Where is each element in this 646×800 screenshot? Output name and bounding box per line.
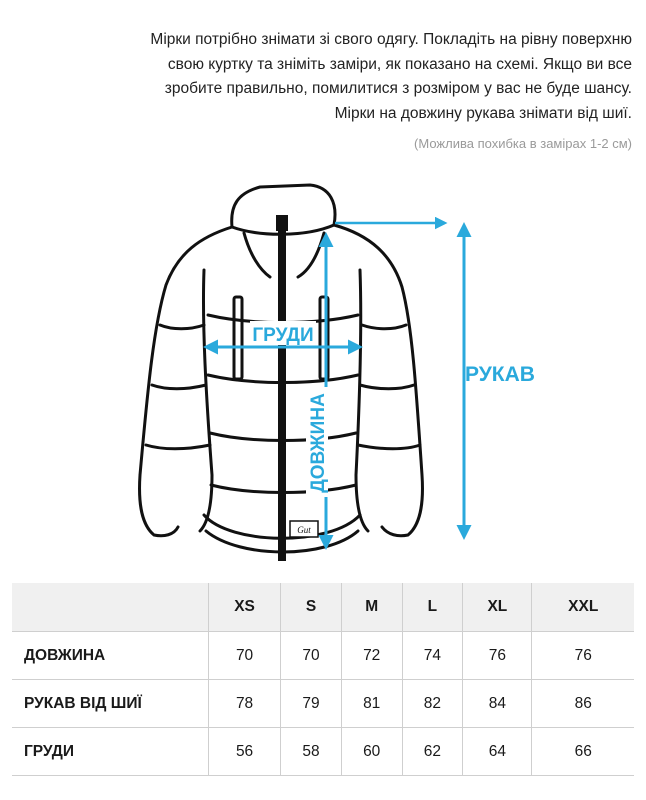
table-cell: 66 — [532, 728, 634, 776]
row-label: ДОВЖИНА — [12, 632, 209, 680]
row-label: ГРУДИ — [12, 728, 209, 776]
table-cell: 74 — [402, 632, 463, 680]
length-measurement — [306, 235, 329, 547]
table-cell: 81 — [341, 680, 402, 728]
table-header-row — [12, 583, 634, 632]
table-cell: 78 — [209, 680, 281, 728]
instruction-line: Мірки потрібно знімати зі свого одягу. Покладіть на рівну поверхню — [150, 31, 632, 48]
header-size-xs: XS — [209, 583, 281, 632]
table-cell: 58 — [281, 728, 342, 776]
header-corner-cell — [12, 583, 209, 632]
brand-tag-text: Gut — [297, 525, 311, 535]
header-size-m: M — [341, 583, 402, 632]
row-label: РУКАВ ВІД ШИЇ — [12, 680, 209, 728]
table-cell: 64 — [463, 728, 532, 776]
size-chart-table — [12, 583, 634, 776]
instruction-line: Мірки на довжину рукава знімати від шиї. — [334, 104, 632, 122]
zipper — [276, 215, 288, 561]
sleeve-measurement — [335, 223, 535, 537]
brand-tag — [290, 521, 318, 537]
header-size-s: S — [281, 583, 342, 632]
table-cell: 82 — [402, 680, 463, 728]
table-cell: 60 — [341, 728, 402, 776]
sleeve-label: РУКАВ — [465, 363, 535, 386]
header-size-xl: XL — [463, 583, 532, 632]
header-size-xxl: XXL — [532, 583, 634, 632]
table-cell: 76 — [463, 632, 532, 680]
chest-label: ГРУДИ — [252, 325, 314, 346]
table-row — [12, 680, 634, 728]
instructions-text — [12, 28, 632, 126]
table-cell: 84 — [463, 680, 532, 728]
instruction-line: свою куртку та зніміть заміри, як показано на схемі. Якщо ви все — [167, 55, 632, 73]
tolerance-note: (Можлива похибка в замірах 1-2 см) — [414, 136, 632, 151]
jacket-measurement-diagram — [120, 175, 540, 575]
table-cell: 56 — [209, 728, 281, 776]
table-row — [12, 632, 634, 680]
table-cell: 72 — [341, 632, 402, 680]
table-cell: 76 — [532, 632, 634, 680]
table-cell: 79 — [281, 680, 342, 728]
table-row — [12, 728, 634, 776]
chest-measurement — [206, 321, 360, 347]
header-size-l: L — [402, 583, 463, 632]
table-cell: 70 — [281, 632, 342, 680]
table-cell: 86 — [532, 680, 634, 728]
length-label: ДОВЖИНА — [308, 393, 329, 493]
table-cell: 62 — [402, 728, 463, 776]
instruction-line: зробите правильно, помилитися з розміром у вас не буде шансу. — [164, 80, 632, 97]
table-cell: 70 — [209, 632, 281, 680]
